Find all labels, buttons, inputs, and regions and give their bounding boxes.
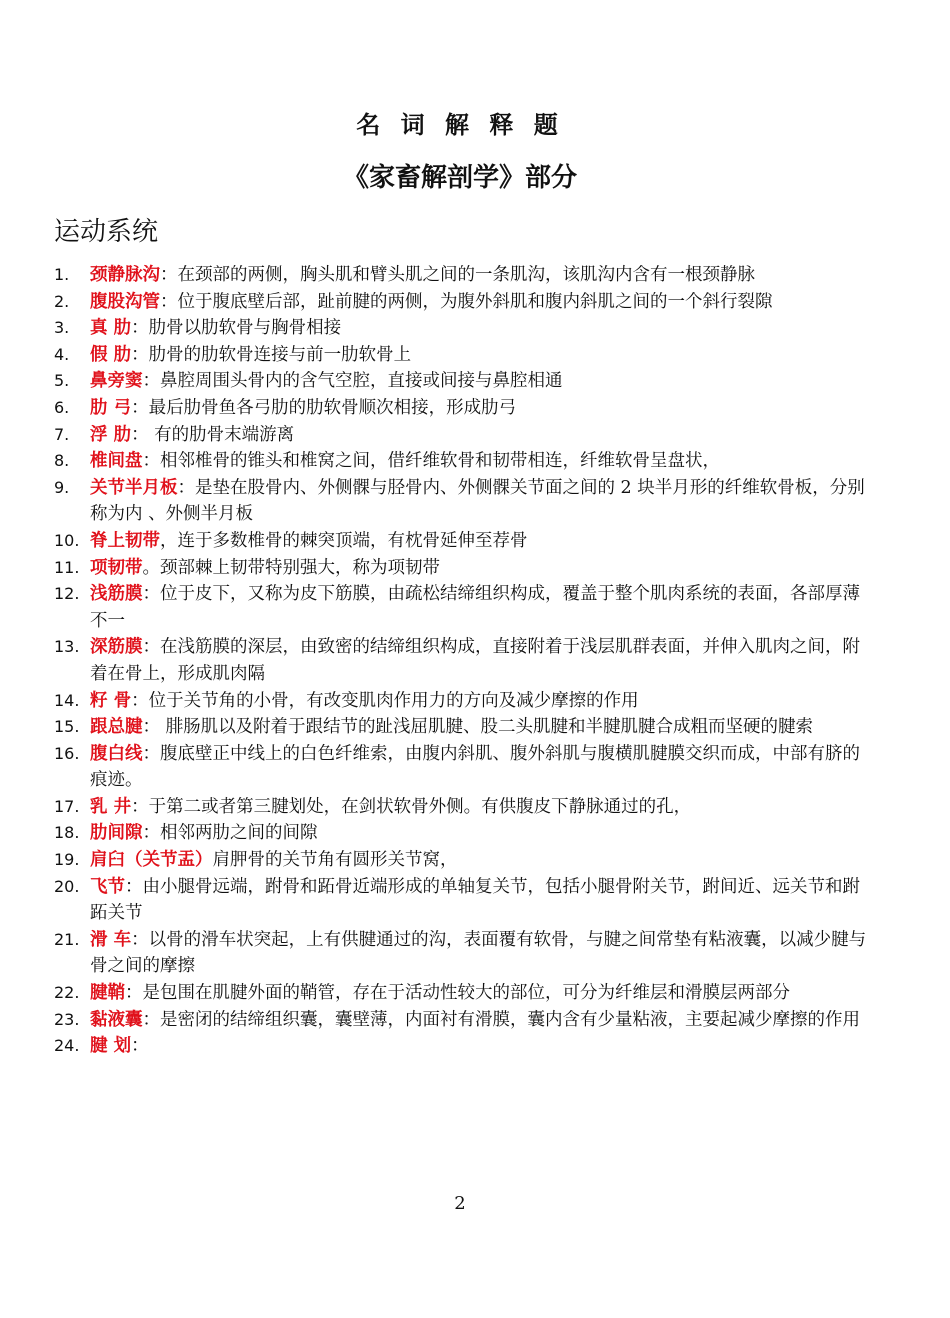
term-definition: 是垫在股骨内、外侧髁与胫骨内、外侧髁关节面之间的 2 块半月形的纤维软骨板，分别称为内 、外侧半月板 xyxy=(90,477,865,525)
term-definition: 最后肋骨鱼各弓肋的肋软骨顺次相接，形成肋弓 xyxy=(148,397,517,418)
term-name: 滑 车 xyxy=(90,929,132,950)
term-separator: ： xyxy=(125,876,143,897)
item-number: 21. xyxy=(54,929,80,949)
term-item xyxy=(54,262,868,289)
term-name: 肋 弓 xyxy=(90,397,132,418)
term-item xyxy=(54,422,868,449)
term-name: 脊上韧带 xyxy=(90,530,160,551)
term-item xyxy=(54,927,868,980)
item-number: 2. xyxy=(54,291,70,311)
term-separator: ： xyxy=(142,451,160,472)
term-name: 关节半月板 xyxy=(90,477,178,498)
term-list xyxy=(54,262,868,1060)
term-name: 肋间隙 xyxy=(90,823,143,844)
term-definition: 肩胛骨的关节角有圆形关节窝， xyxy=(212,850,458,871)
term-item xyxy=(54,741,868,794)
term-definition: 是包围在肌腱外面的鞘管，存在于活动性较大的部位，可分为纤维层和滑膜层两部分 xyxy=(142,983,790,1004)
term-name: 项韧带 xyxy=(90,557,143,578)
term-item xyxy=(54,847,868,874)
item-number: 17. xyxy=(54,796,80,816)
item-number: 7. xyxy=(54,424,70,444)
term-item xyxy=(54,634,868,687)
term-name: 黏液囊 xyxy=(90,1009,143,1030)
term-separator: ： xyxy=(142,1009,160,1030)
term-item xyxy=(54,368,868,395)
term-definition: 有的肋骨末端游离 xyxy=(148,424,295,445)
term-separator: ： xyxy=(131,318,149,339)
term-name: 浮 肋 xyxy=(90,424,132,445)
term-definition: 以骨的滑车状突起，上有供腱通过的沟，表面覆有软骨，与腱之间常垫有粘液囊，以减少腱与骨之间的摩擦 xyxy=(90,929,867,977)
term-item xyxy=(54,874,868,927)
page-subtitle: 《家畜解剖学》部分 xyxy=(342,163,577,193)
term-separator: ： xyxy=(131,344,149,365)
term-name: 肩臼（关节盂） xyxy=(90,850,213,871)
term-separator: ， xyxy=(160,530,178,551)
term-name: 腹股沟管 xyxy=(90,291,160,312)
item-number: 15. xyxy=(54,717,80,737)
term-separator: ： xyxy=(125,983,143,1004)
item-number: 4. xyxy=(54,344,70,364)
item-number: 12. xyxy=(54,584,80,604)
term-separator: ： xyxy=(131,690,149,711)
term-item xyxy=(54,528,868,555)
item-number: 20. xyxy=(54,876,80,896)
term-separator: ： xyxy=(131,397,149,418)
term-separator: ： xyxy=(142,371,160,392)
term-separator: ： xyxy=(142,823,160,844)
term-name: 椎间盘 xyxy=(90,451,143,472)
item-number: 22. xyxy=(54,983,80,1003)
term-separator: ： xyxy=(142,743,160,764)
term-definition: 连于多数椎骨的棘突顶端，有枕骨延伸至荐骨 xyxy=(177,530,528,551)
term-definition: 是密闭的结缔组织囊，囊壁薄，内面衬有滑膜，囊内含有少量粘液，主要起减少摩擦的作用 xyxy=(160,1009,860,1030)
item-number: 9. xyxy=(54,477,70,497)
term-separator: ： xyxy=(142,637,160,658)
term-definition: 肋骨的肋软骨连接与前一肋软骨上 xyxy=(148,344,412,365)
page-number: 2 xyxy=(454,1193,466,1214)
item-number: 5. xyxy=(54,371,70,391)
term-definition: 在颈部的两侧，胸头肌和臂头肌之间的一条肌沟，该肌沟内含有一根颈静脉 xyxy=(177,265,755,285)
page-title: 名 词 解 释 题 xyxy=(356,111,564,139)
term-definition: 颈部棘上韧带特别强大，称为项韧带 xyxy=(160,557,440,578)
term-definition: 在浅筋膜的深层，由致密的结缔组织构成，直接附着于浅层肌群表面，并伸入肌肉之间，附着在骨上，形成肌肉隔 xyxy=(90,637,860,684)
item-number: 6. xyxy=(54,397,70,417)
term-item xyxy=(54,475,868,528)
item-number: 23. xyxy=(54,1009,80,1029)
term-item xyxy=(54,980,868,1007)
term-name: 腱鞘 xyxy=(90,983,125,1004)
term-definition: 于第二或者第三腱划处，在剑状软骨外侧。有供腹皮下静脉通过的孔， xyxy=(148,796,692,817)
term-definition: 腹底壁正中线上的白色纤维索，由腹内斜肌、腹外斜肌与腹横肌腱膜交织而成，中部有脐的痕迹。 xyxy=(90,743,860,791)
term-definition: 位于腹底壁后部，趾前腱的两侧，为腹外斜肌和腹内斜肌之间的一个斜行裂隙 xyxy=(177,291,773,312)
item-number: 3. xyxy=(54,318,70,338)
section-heading: 运动系统 xyxy=(54,217,159,247)
item-number: 16. xyxy=(54,743,80,763)
term-name: 鼻旁窦 xyxy=(90,371,143,392)
term-item xyxy=(54,581,868,634)
term-item xyxy=(54,688,868,715)
term-definition: 鼻腔周围头骨内的含气空腔，直接或间接与鼻腔相通 xyxy=(160,371,563,392)
item-number: 18. xyxy=(54,823,80,843)
term-definition: 由小腿骨远端，跗骨和跖骨近端形成的单轴复关节，包括小腿骨附关节，跗间近、远关节和跗跖关节 xyxy=(90,876,860,924)
term-item xyxy=(54,395,868,422)
item-number: 24. xyxy=(54,1036,80,1056)
term-item xyxy=(54,342,868,369)
term-name: 跟总腱 xyxy=(90,717,143,738)
term-name: 假 肋 xyxy=(90,344,132,365)
term-name: 乳 井 xyxy=(90,796,132,817)
term-definition: 肋骨以肋软骨与胸骨相接 xyxy=(148,318,342,339)
term-name: 飞节 xyxy=(90,876,125,897)
term-separator: ： xyxy=(160,265,178,285)
term-item xyxy=(54,315,868,342)
term-item xyxy=(54,1007,868,1034)
term-name: 腱 划 xyxy=(90,1036,132,1057)
term-name: 腹白线 xyxy=(90,743,143,764)
item-number: 11. xyxy=(54,557,80,577)
term-separator: ： xyxy=(131,1036,149,1057)
term-separator: 。 xyxy=(142,557,160,578)
term-definition: 腓肠肌以及附着于跟结节的趾浅屈肌腱、股二头肌腱和半腱肌腱合成粗而坚硬的腱索 xyxy=(160,717,814,738)
term-definition: 位于皮下，又称为皮下筋膜，由疏松结缔组织构成，覆盖于整个肌肉系统的表面，各部厚薄不一 xyxy=(90,584,860,631)
item-number: 19. xyxy=(54,850,80,870)
term-separator: ： xyxy=(142,717,160,738)
item-number: 13. xyxy=(54,637,80,657)
term-item xyxy=(54,794,868,821)
term-item xyxy=(54,1033,868,1060)
term-separator: ： xyxy=(177,477,195,498)
term-separator: ： xyxy=(160,291,178,312)
term-separator: ： xyxy=(131,929,149,950)
term-definition: 位于关节角的小骨，有改变肌肉作用力的方向及减少摩擦的作用 xyxy=(148,690,639,711)
term-item xyxy=(54,555,868,582)
term-item xyxy=(54,714,868,741)
item-number: 10. xyxy=(54,530,80,550)
term-separator: ： xyxy=(131,424,149,445)
term-item xyxy=(54,448,868,475)
term-name: 颈静脉沟 xyxy=(90,265,160,285)
term-item xyxy=(54,820,868,847)
item-number: 14. xyxy=(54,690,80,710)
term-separator: ： xyxy=(142,584,160,605)
item-number: 1. xyxy=(54,265,70,284)
term-name: 籽 骨 xyxy=(90,690,132,711)
term-name: 真 肋 xyxy=(90,318,132,339)
term-name: 浅筋膜 xyxy=(90,584,143,605)
term-separator: ： xyxy=(131,796,149,817)
term-definition: 相邻两肋之间的间隙 xyxy=(160,823,318,844)
term-definition: 相邻椎骨的锥头和椎窝之间，借纤维软骨和韧带相连，纤维软骨呈盘状， xyxy=(160,451,720,472)
item-number: 8. xyxy=(54,451,70,471)
term-item xyxy=(54,289,868,316)
term-name: 深筋膜 xyxy=(90,637,143,658)
